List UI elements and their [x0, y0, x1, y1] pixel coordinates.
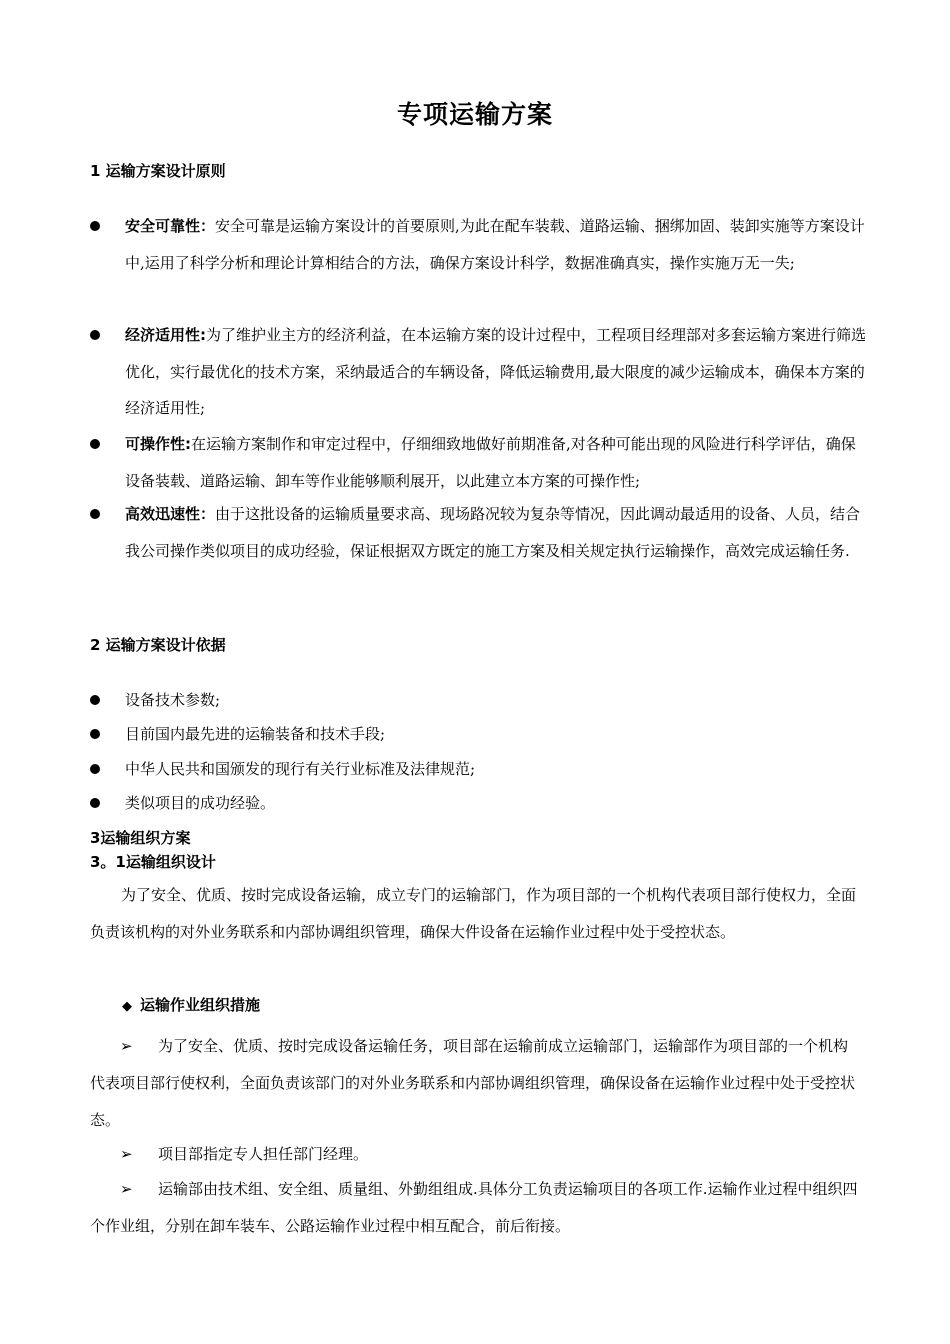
- basis-text: 中华人民共和国颁发的现行有关行业标准及法律规范;: [125, 760, 476, 778]
- bullet-icon: [90, 509, 100, 519]
- bullet-icon: [90, 764, 100, 774]
- bullet-icon: [90, 695, 100, 705]
- arrow-bullet-icon: ➢: [120, 1037, 133, 1055]
- principle-item: [90, 208, 870, 281]
- measure-item: [90, 1136, 862, 1173]
- basis-item: [90, 724, 385, 744]
- principle-label: 安全可靠性：: [125, 217, 216, 235]
- principle-text: 在运输方案制作和审定过程中，仔细细致地做好前期准备,对各种可能出现的风险进行科学评估，确保设备装载、道路运输、卸车等作业能够顺利展开，以此建立本方案的可操作性;: [125, 435, 856, 490]
- principle-text: 为了维护业主方的经济利益，在本运输方案的设计过程中，工程项目经理部对多套运输方案进行筛选优化，实行最优化的技术方案，采纳最适合的车辆设备，降低运输费用,最大限度的减少运输成本，确保本方案的经济适用性;: [125, 326, 867, 417]
- measures-heading: [122, 994, 260, 1015]
- basis-item: [90, 759, 475, 779]
- org-design-paragraph: 为了安全、优质、按时完成设备运输，成立专门的运输部门，作为项目部的一个机构代表项目部行使权力，全面负责该机构的对外业务联系和内部协调组织管理，确保大件设备在运输作业过程中处于受控状态。: [90, 886, 857, 941]
- basis-item: [90, 690, 220, 710]
- principle-label: 经济适用性:: [125, 326, 206, 344]
- basis-item: [90, 793, 275, 813]
- principle-text: 由于这批设备的运输质量要求高、现场路况较为复杂等情况，因此调动最适用的设备、人员，结合我公司操作类似项目的成功经验，保证根据双方既定的施工方案及相关规定执行运输操作，高效完成运输任务.: [125, 505, 861, 560]
- principle-item: [90, 496, 870, 569]
- section-2-heading: 2 运输方案设计依据: [90, 636, 226, 654]
- bullet-icon: [90, 439, 100, 449]
- document-title: 专项运输方案: [396, 100, 553, 129]
- basis-text: 目前国内最先进的运输装备和技术手段;: [125, 725, 386, 743]
- basis-text: 类似项目的成功经验。: [125, 794, 276, 812]
- principle-item: [90, 426, 870, 499]
- principle-label: 高效迅速性：: [125, 505, 216, 523]
- section-1-heading: 1 运输方案设计原则: [90, 162, 226, 180]
- diamond-bullet-icon: ◆: [122, 999, 132, 1014]
- bullet-icon: [90, 330, 100, 340]
- arrow-bullet-icon: ➢: [120, 1145, 133, 1163]
- measure-text: 项目部指定专人担任部门经理。: [158, 1145, 369, 1163]
- measure-item: [90, 1171, 862, 1245]
- principle-label: 可操作性:: [125, 435, 191, 453]
- bullet-icon: [90, 221, 100, 231]
- basis-text: 设备技术参数;: [125, 691, 221, 709]
- arrow-bullet-icon: ➢: [120, 1180, 133, 1198]
- principle-item: [90, 317, 870, 427]
- measure-text: 为了安全、优质、按时完成设备运输任务，项目部在运输前成立运输部门，运输部作为项目部的一个机构代表项目部行使权利，全面负责该部门的对外业务联系和内部协调组织管理，确保设备在运输作业过程中处于受控状态。: [90, 1037, 856, 1129]
- section-3-heading: 3运输组织方案: [90, 829, 191, 847]
- measure-text: 运输部由技术组、安全组、质量组、外勤组组成.具体分工负责运输项目的各项工作.运输作业过程中组织四个作业组，分别在卸车装车、公路运输作业过程中相互配合，前后衔接。: [90, 1180, 858, 1235]
- bullet-icon: [90, 729, 100, 739]
- section-3-1-heading: 3。1运输组织设计: [90, 853, 216, 871]
- measures-title: 运输作业组织措施: [140, 996, 261, 1014]
- measure-item: [90, 1028, 862, 1139]
- principle-text: 安全可靠是运输方案设计的首要原则,为此在配车装载、道路运输、捆绑加固、装卸实施等方案设计中,运用了科学分析和理论计算相结合的方法，确保方案设计科学，数据准确真实，操作实施万无一失;: [125, 217, 865, 272]
- bullet-icon: [90, 798, 100, 808]
